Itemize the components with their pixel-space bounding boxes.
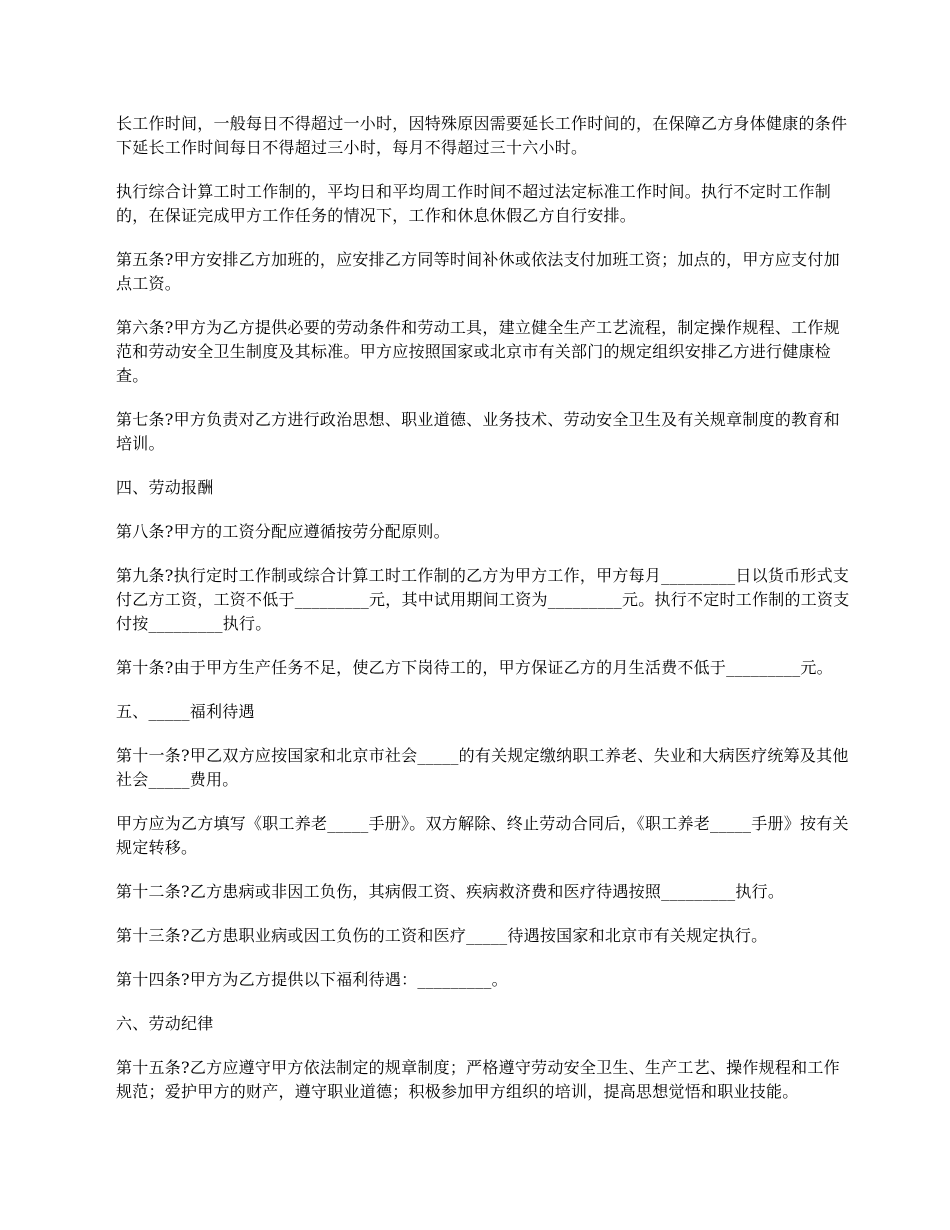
paragraph-article-5: 第五条?甲方安排乙方加班的，应安排乙方同等时间补休或依法支付加班工资；加点的，甲方应支付加点工资。: [116, 250, 840, 293]
paragraph-article-8: 第八条?甲方的工资分配应遵循按劳分配原则。: [116, 522, 450, 541]
paragraph-article-6: 第六条?甲方为乙方提供必要的劳动条件和劳动工具，建立健全生产工艺流程，制定操作规程、工作规范和劳动安全卫生制度及其标准。甲方应按照国家或北京市有关部门的规定组织安排乙方进行健康检查。: [116, 318, 840, 385]
paragraph-article-7: 第七条?甲方负责对乙方进行政治思想、职业道德、业务技术、劳动安全卫生及有关规章制度的教育和培训。: [116, 410, 840, 453]
document-page: [116, 112, 856, 1124]
paragraph-2: 执行综合计算工时工作制的，平均日和平均周工作时间不超过法定标准工作时间。执行不定时工作制的，在保证完成甲方工作任务的情况下，工作和休息休假乙方自行安排。: [116, 182, 832, 225]
paragraph-article-10: 第十条?由于甲方生产任务不足，使乙方下岗待工的，甲方保证乙方的月生活费不低于_________元。: [116, 658, 833, 677]
section-heading-discipline: 六、劳动纪律: [116, 1014, 214, 1033]
paragraph-article-11: 第十一条?甲乙双方应按国家和北京市社会_____的有关规定缴纳职工养老、失业和大病医疗统筹及其他社会_____费用。: [116, 746, 849, 789]
paragraph-article-14: 第十四条?甲方为乙方提供以下福利待遇：_________。: [116, 970, 508, 989]
paragraph-article-12: 第十二条?乙方患病或非因工负伤，其病假工资、疾病救济费和医疗待遇按照_________执行。: [116, 882, 785, 901]
paragraph-article-9: 第九条?执行定时工作制或综合计算工时工作制的乙方为甲方工作，甲方每月_________日以货币形式支付乙方工资，工资不低于_________元，其中试用期间工资为_________元。执行不定时工作制的工资支付按_________执行。: [116, 566, 850, 633]
paragraph-pension-handbook: 甲方应为乙方填写《职工养老_____手册》。双方解除、终止劳动合同后，《职工养老_____手册》按有关规定转移。: [116, 814, 849, 857]
section-heading-labor-pay: 四、劳动报酬: [116, 478, 214, 497]
section-heading-benefits: 五、_____福利待遇: [116, 702, 255, 721]
paragraph-article-15: 第十五条?乙方应遵守甲方依法制定的规章制度；严格遵守劳动安全卫生、生产工艺、操作规程和工作规范；爱护甲方的财产，遵守职业道德；积极参加甲方组织的培训，提高思想觉悟和职业技能。: [116, 1058, 840, 1101]
paragraph-article-13: 第十三条?乙方患职业病或因工负伤的工资和医疗_____待遇按国家和北京市有关规定执行。: [116, 926, 768, 945]
paragraph-1: 长工作时间，一般每日不得超过一小时，因特殊原因需要延长工作时间的，在保障乙方身体健康的条件下延长工作时间每日不得超过三小时，每月不得超过三十六小时。: [116, 114, 848, 157]
